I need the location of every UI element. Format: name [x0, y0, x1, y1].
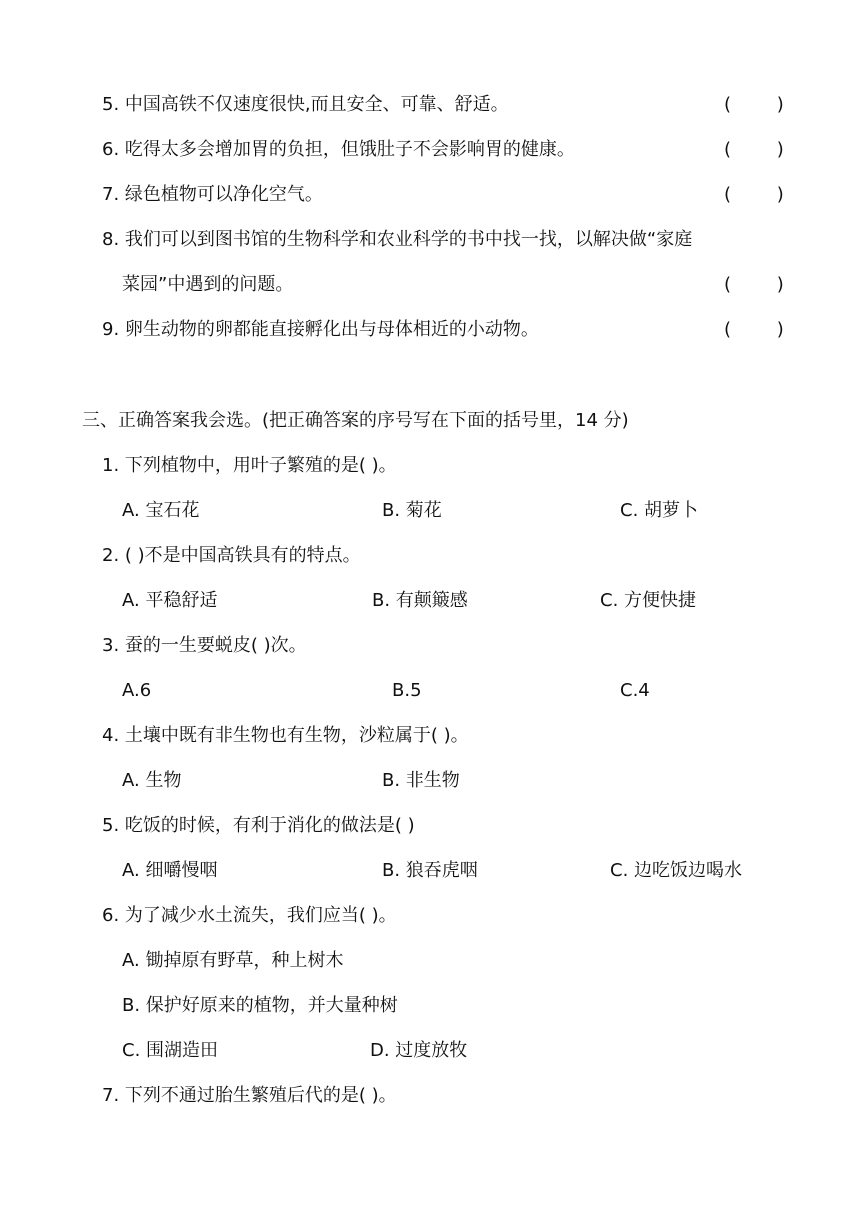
mc-question-5: 5. 吃饭的时候，有利于消化的做法是( ): [102, 815, 415, 836]
option-c: C. 边吃饭边喝水: [610, 860, 743, 881]
option-a: A. 生物: [122, 770, 182, 791]
option-b: B.5: [392, 680, 422, 701]
tf-item-8: 8. 我们可以到图书馆的生物科学和农业科学的书中找一找，以解决做“家庭: [102, 229, 693, 250]
mc-question-7: 7. 下列不通过胎生繁殖后代的是( )。: [102, 1085, 397, 1106]
mc-question-3: 3. 蚕的一生要蜕皮( )次。: [102, 635, 307, 656]
tf-item-8-continued: 菜园”中遇到的问题。: [122, 274, 294, 295]
option-c: C. 方便快捷: [600, 590, 697, 611]
answer-blank[interactable]: ( ): [724, 184, 784, 205]
option-b: B. 狼吞虎咽: [382, 860, 478, 881]
tf-item-9: 9. 卵生动物的卵都能直接孵化出与母体相近的小动物。: [102, 319, 539, 340]
mc-question-2: 2. ( )不是中国高铁具有的特点。: [102, 545, 361, 566]
mc-question-4: 4. 土壤中既有非生物也有生物，沙粒属于( )。: [102, 725, 469, 746]
option-c: C.4: [620, 680, 650, 701]
section-heading: 三、正确答案我会选。(把正确答案的序号写在下面的括号里，14 分): [82, 410, 629, 431]
option-c: C. 胡萝卜: [620, 500, 699, 521]
mc-question-6: 6. 为了减少水土流失，我们应当( )。: [102, 905, 397, 926]
option-b: B. 保护好原来的植物，并大量种树: [122, 995, 398, 1016]
option-a: A. 细嚼慢咽: [122, 860, 218, 881]
mc-question-1: 1. 下列植物中，用叶子繁殖的是( )。: [102, 455, 397, 476]
answer-blank[interactable]: ( ): [724, 139, 784, 160]
option-b: B. 非生物: [382, 770, 460, 791]
option-d: D. 过度放牧: [370, 1040, 468, 1061]
tf-item-6: 6. 吃得太多会增加胃的负担，但饿肚子不会影响胃的健康。: [102, 139, 575, 160]
tf-item-7: 7. 绿色植物可以净化空气。: [102, 184, 323, 205]
option-c: C. 围湖造田: [122, 1040, 219, 1061]
answer-blank[interactable]: ( ): [724, 94, 784, 115]
tf-item-5: 5. 中国高铁不仅速度很快,而且安全、可靠、舒适。: [102, 94, 509, 115]
option-b: B. 有颠簸感: [372, 590, 468, 611]
option-a: A. 锄掉原有野草，种上树木: [122, 950, 344, 971]
option-a: A. 平稳舒适: [122, 590, 218, 611]
option-a: A.6: [122, 680, 152, 701]
answer-blank[interactable]: ( ): [724, 274, 784, 295]
option-b: B. 菊花: [382, 500, 442, 521]
answer-blank[interactable]: ( ): [724, 319, 784, 340]
option-a: A. 宝石花: [122, 500, 200, 521]
